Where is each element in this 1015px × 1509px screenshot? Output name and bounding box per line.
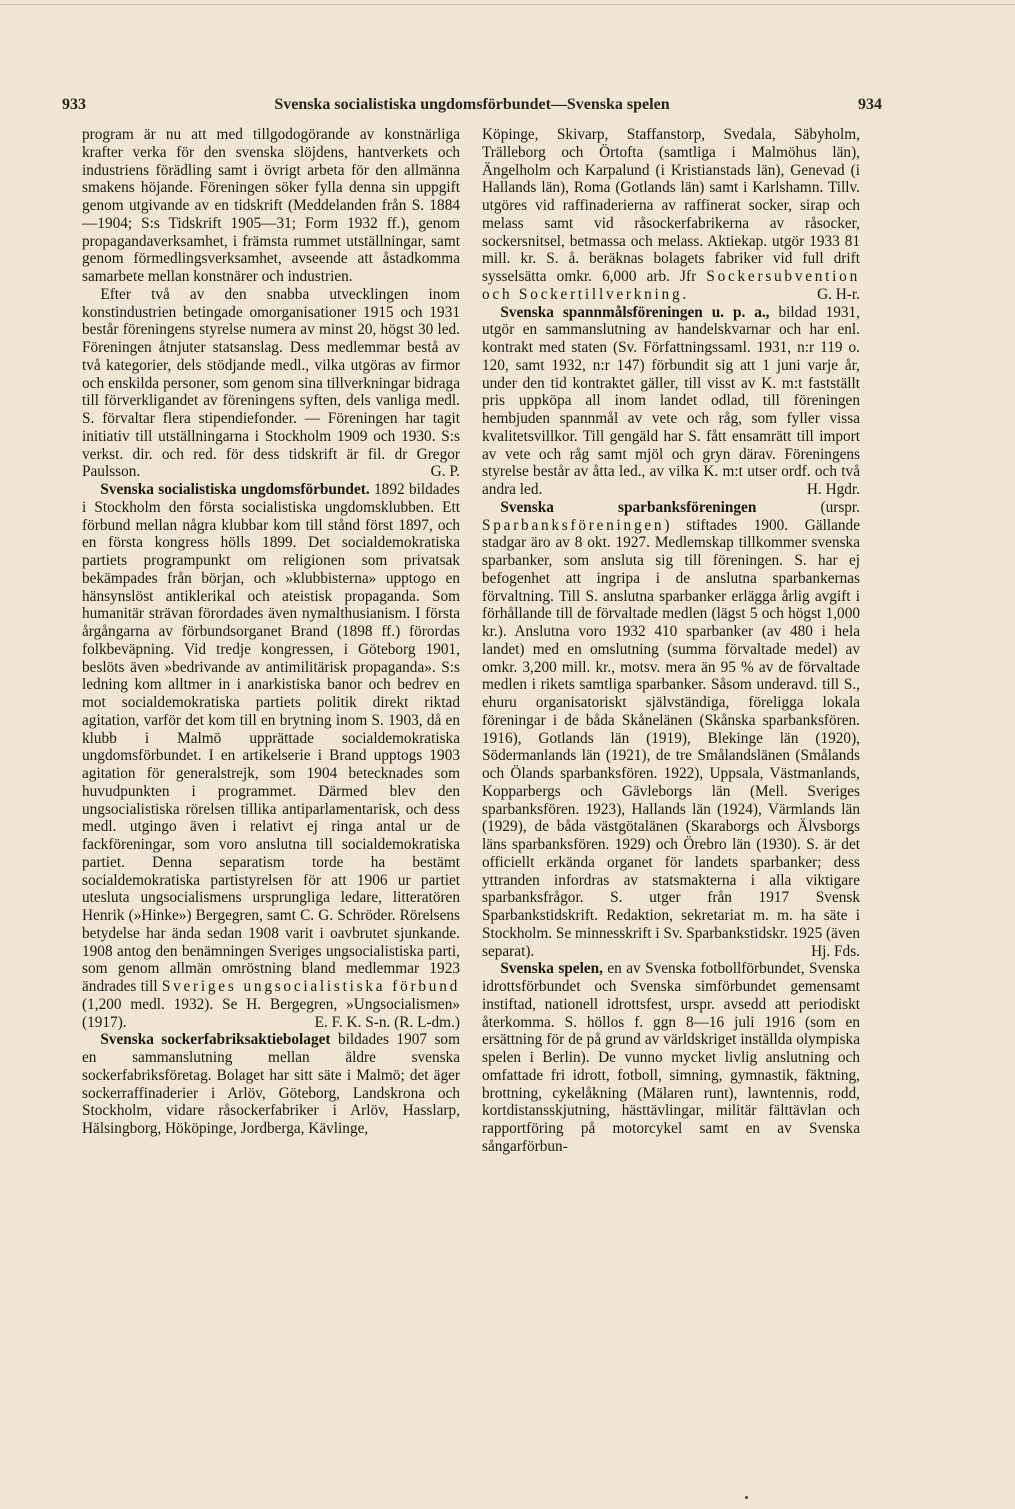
right-column [482,126,860,1156]
entry-text: 1892 bildades i Stockholm den första socialistiska ungdomsklubben. Ett förbund mellan några klubbar kom till stånd först 1897, och en första kongress hölls 1899. Det socialdemokratiska partiets programpunkt om religionen som privatsak bekämpades från början, och »klubbisterna» upptogo en hänsynslöst antiklerikal och ateistisk propaganda. Som humanitär strävan förordades även nymalthusianism. I första årgångarna av förbundsorganet Brand (1898 ff.) förordas folkbeväpning. Vid tredje kongressen, i Göteborg 1901, beslöts även »bedrivande av antimilitärisk propaganda». S:s ledning kom alltmer in i anarkistiska banor och bedrev en mot socialdemokratiska partiets politik direkt riktad agitation, varför det kom till en brytning inom S. 1903, då en klubb i Malmö upprättade socialdemokratiska ungdomsförbundet. I en artikelserie i Brand upptogs 1903 agitation för generalstrejk, som 1904 betecknades som huvudpunkten i programmet. Därmed blev den ungsocialistiska rörelsen tillika antiparlamentarisk, och dess medl. utgingo även i relativt ej ringa antal ur de fackföreningar, som voro anslutna till socialdemokratiska partiet. Denna separatism torde ha bestämt socialdemokratiska partistyrelsen för att 1906 ur partiet utesluta ungsocialismens ursprungliga ledare, litteratören Henrik (»Hinke») Bergegren, samt C. G. Schröder. Rörelsens betydelse har ända sedan 1908 varit i oavbrutet sjunkande. 1908 antog den benämningen Sveriges ungsocialistiska parti, som genom allmän omröstning bland medlemmar 1923 ändrades till [82,481,460,995]
page-number-left: 933 [62,96,86,113]
author-signature: G. H-r. [817,285,860,303]
running-title: Svenska socialistiska ungdomsförbundet—Svenska spelen [274,96,670,113]
entry-sugar-company [82,1031,460,1138]
top-edge-rule [0,4,1015,5]
entry-text: bildades 1907 som en sammanslutning mellan äldre svenska sockerfabriksföretag. Bolaget har sitt säte i Malmö; det äger sockerraffinaderier i Arlöv, Göteborg, Landskrona och Stockholm, vidare råsockerfabriker i Arlöv, Hasslarp, Hälsingborg, Hököpinge, Jordberga, Kävlinge, [82,1031,460,1137]
entry-text: (urspr. [820,498,860,516]
entry-headword: Svenska socialistiska ungdomsförbundet. [100,481,370,498]
spaced-name: Sveriges ungsocialistiska förbund [161,978,460,995]
paragraph-text: Efter två av den snabba utvecklingen inom konstindustrien betingade omorganisationer 1915 och 1931 består föreningens styrelse numera av minst 20, högst 30 led. Föreningen åtnjuter statsanslag. Dess medlemmar bestå av två kategorier, dels stödjande medl., vilka utgöras av firmor och enskilda personer, som genom sina tillverkningar bidraga till förverkligandet av föreningens syften, dels vanliga medl. S. förvaltar flera stipendiefonder. — Föreningen har tagit initiativ till utställningarna i Stockholm 1909 och 1930. S:s verkst. dir. och red. för dess tidskrift är fil. dr Gregor Paulsson. [82,285,460,481]
author-signature: Hj. Fds. [811,942,860,960]
author-signature: G. P. [430,463,460,481]
form-society-paragraph-2 [82,286,460,481]
entry-headword: Svenska sockerfabriksaktiebolaget [100,1031,331,1049]
entry-text-cont: (1,200 medl. 1932). Se H. Bergegren, »Ungsocialismen» (1917). [82,995,460,1031]
form-society-paragraph: program är nu att med tillgodogörande av konstnärliga krafter verka för den svenska slöjdens, hantverkets och industriens förädling samt i övrigt arbeta för den allmänna smakens höjande. Föreningen söker fylla denna sin uppgift genom utgivande av en tidskrift (Meddelanden från S. 1884—1904; S:s Tidskrift 1905—31; Form 1932 ff.), genom propagandaverksamhet, i främsta rummet utställningar, samt genom förmedlingsverksamhet, avseende att åstadkomma samarbete mellan konstnärer och industrien. [82,126,460,285]
entry-savings-bank-association [482,499,860,961]
entry-swedish-games [482,960,860,1155]
entry-sugar-company-cont [482,126,860,304]
entry-text: bildad 1931, utgör en sammanslutning av handelskvarnar och har enl. kontrakt med staten (Sv. Författningssaml. 1931, n:r 119 o. 120, samt 1932, n:r 147) förbundit sig att 1 juni varje år, under den tid kontraktet gäller, till visst av K. m:t fastställt pris uppköpa all inom landet odlad, till föreningen hembjuden spannmål av vete och råg, som fyller vissa kvalitetsvillkor. Till gengäld har S. fått ensamrätt till import av vete och råg samt mjöl och gryn därav. Föreningens styrelse består av åtta led., av vilka K. m:t utser ordf. och två andra led. [482,303,861,498]
print-speck [745,1496,748,1499]
entry-text: Köpinge, Skivarp, Staffanstorp, Svedala, Säbyholm, Trälleborg och Örtofta (samtliga i Malmöhus län), Ängelholm och Karpalund (i Kristianstads län), Genevad (i Hallands län), Roma (Gotlands län) samt i Karlshamn. Tillv. utgöres vid raffinaderierna av raffinerat socker, sirap och melass samt vid råsockerfabrikerna av råsocker, sockersnitsel, betmassa och melass. Aktiekap. utgör 1933 81 mill. kr. S. å. beräknas bolagets fabriker vid full drift sysselsätta omkr. 6,000 arb. Jfr [482,126,860,285]
left-column [82,126,460,1138]
spaced-name: Sparbanksföreningen [482,516,665,534]
entry-text: en av Svenska fotbollförbundet, Svenska idrottsförbundet och Svenska simförbundet gemensamt instiftad, nationell idrottsfest, urspr. avsedd att periodiskt återkomma. S. höllos f. ggn 8—16 juli 1916 (som en ersättning för de på grund av världskriget inställda olympiska spelen i Berlin). De vunno mycket livlig anslutning och omfattade fri idrott, fotboll, simning, gymnastik, fäktning, brottning, cykelåkning (Mälaren runt), lawntennis, rodd, kortdistansskjutning, hästtävlingar, militär fälttävlan och rapportföring på motorcykel samt en av Svenska sångarförbun- [482,960,860,1155]
page-header [62,96,882,118]
entry-headword: Svenska spelen, [500,960,603,978]
entry-text-cont: ) stiftades 1900. Gällande stadgar äro av 8 okt. 1927. Medlemskap tillkommer svenska sparbanker, som ansluta sig till föreningen. S. har ej befogenhet att ingripa i de anslutna sparbankernas förvaltning. Till S. anslutna sparbanker erlägga årlig avgift i förhållande till de förvaltade medlen (lägst 5 och högst 1,000 kr.). Anslutna voro 1932 410 sparbanker (av 480 i hela landet) med en omslutning (summa förvaltade medel) av omkr. 3,200 mill. kr., motsv. mera än 95 % av de förvaltade medlen i rikets samtliga sparbanker. Såsom underavd. till S., ehuru organisatoriskt självständiga, föreligga lokala föreningar i de båda Skånelänen (Skånska sparbanksfören. 1916), Gotlands län (1919), Blekinge län (1920), Södermanlands län (1921), de tre Smålandslänen (Smålands och Ölands sparbanksfören. 1922), Uppsala, Västmanlands, Kopparbergs och Gävleborgs län (Mell. Sveriges sparbanksfören. 1923), Hallands län (1924), Värmlands län (1929), de båda västgötalänen (Skaraborgs och Älvsborgs läns sparbanksfören. 1929) och Örebro län (1930). S. är det officiellt erkända organet för landets sparbanker; dess yttranden infordras av statsmakterna i alla viktigare sparbanksfrågor. S. utger från 1917 Svensk Sparbankstidskrift. Redaktion, sekretariat m. m. ha säte i Stockholm. Se minnesskrift i Sv. Sparbankstidskr. 1925 (även separat). [482,516,861,960]
entry-socialist-youth [82,481,460,1031]
entry-headword: Svenska sparbanksföreningen [500,498,757,516]
entry-grain-association [482,304,860,499]
author-signature: H. Hgdr. [806,481,860,498]
author-signature: E. F. K. S-n. (R. L-dm.) [314,1013,460,1031]
cross-reference: Sockersubvention och Sockertillverkning. [482,268,860,303]
entry-headword: Svenska spannmålsföreningen u. p. a., [500,303,770,321]
page-number-right: 934 [858,96,882,113]
